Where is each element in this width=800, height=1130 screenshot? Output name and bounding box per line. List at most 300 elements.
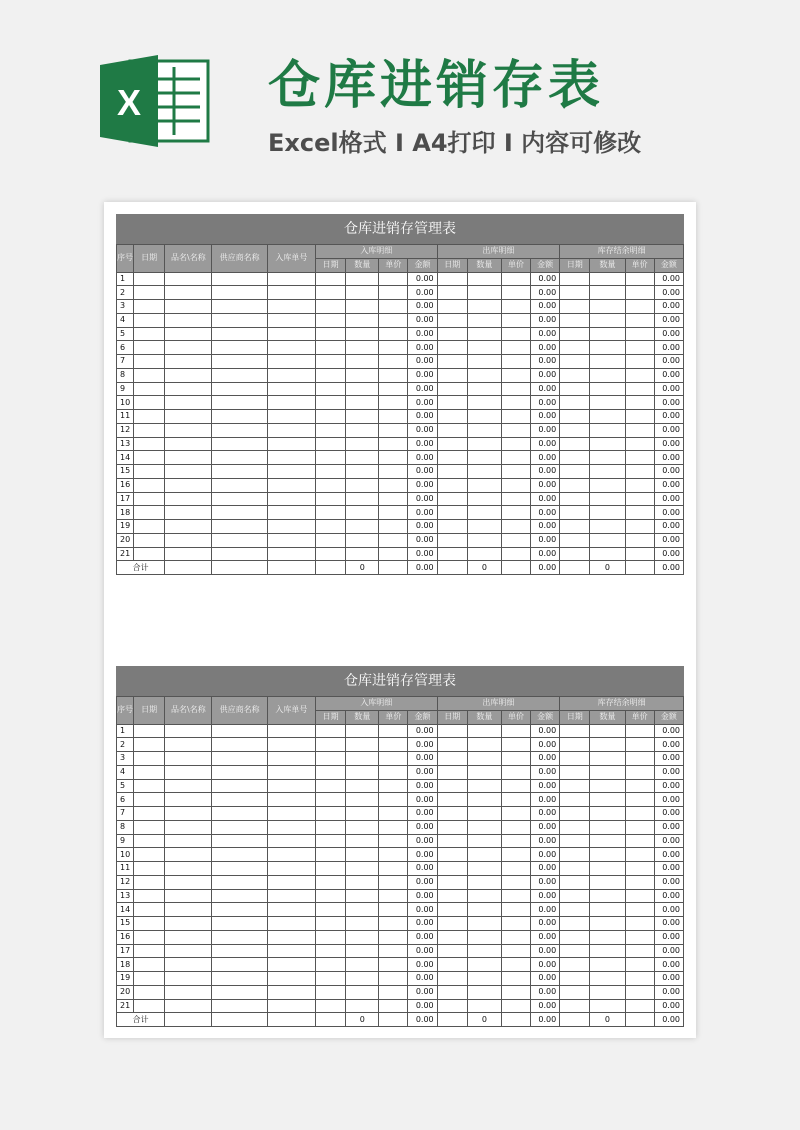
table-cell[interactable] bbox=[590, 355, 625, 369]
table-cell[interactable] bbox=[165, 561, 212, 575]
table-cell[interactable] bbox=[379, 410, 408, 424]
in-amount-cell[interactable]: 0.00 bbox=[408, 533, 437, 547]
table-cell[interactable] bbox=[379, 779, 408, 793]
table-cell[interactable] bbox=[590, 313, 625, 327]
stock-amount-cell[interactable]: 0.00 bbox=[654, 999, 683, 1013]
stock-amount-cell[interactable]: 0.00 bbox=[654, 903, 683, 917]
in-amount-cell[interactable]: 0.00 bbox=[408, 341, 437, 355]
table-cell[interactable] bbox=[437, 793, 467, 807]
stock-amount-cell[interactable]: 0.00 bbox=[654, 917, 683, 931]
table-cell[interactable] bbox=[560, 300, 590, 314]
table-cell[interactable] bbox=[267, 465, 315, 479]
out-amount-cell[interactable]: 0.00 bbox=[531, 793, 560, 807]
table-cell[interactable] bbox=[212, 985, 267, 999]
table-cell[interactable] bbox=[590, 793, 625, 807]
table-cell[interactable] bbox=[501, 985, 530, 999]
table-cell[interactable] bbox=[316, 944, 346, 958]
table-cell[interactable] bbox=[590, 492, 625, 506]
table-cell[interactable] bbox=[267, 724, 315, 738]
table-cell[interactable] bbox=[165, 547, 212, 561]
table-cell[interactable] bbox=[379, 478, 408, 492]
total-in-qty[interactable]: 0 bbox=[346, 561, 379, 575]
in-amount-cell[interactable]: 0.00 bbox=[408, 465, 437, 479]
in-amount-cell[interactable]: 0.00 bbox=[408, 972, 437, 986]
table-cell[interactable] bbox=[134, 930, 165, 944]
stock-amount-cell[interactable]: 0.00 bbox=[654, 875, 683, 889]
table-cell[interactable] bbox=[165, 451, 212, 465]
stock-amount-cell[interactable]: 0.00 bbox=[654, 547, 683, 561]
table-cell[interactable] bbox=[501, 724, 530, 738]
table-cell[interactable] bbox=[165, 862, 212, 876]
table-cell[interactable] bbox=[625, 999, 654, 1013]
table-cell[interactable] bbox=[501, 779, 530, 793]
table-cell[interactable] bbox=[560, 437, 590, 451]
out-amount-cell[interactable]: 0.00 bbox=[531, 738, 560, 752]
table-cell[interactable] bbox=[267, 355, 315, 369]
table-cell[interactable] bbox=[346, 793, 379, 807]
out-amount-cell[interactable]: 0.00 bbox=[531, 437, 560, 451]
table-cell[interactable] bbox=[560, 368, 590, 382]
out-amount-cell[interactable]: 0.00 bbox=[531, 341, 560, 355]
stock-amount-cell[interactable]: 0.00 bbox=[654, 341, 683, 355]
table-cell[interactable] bbox=[134, 999, 165, 1013]
table-cell[interactable] bbox=[134, 889, 165, 903]
table-cell[interactable] bbox=[379, 368, 408, 382]
table-cell[interactable] bbox=[134, 506, 165, 520]
table-cell[interactable] bbox=[560, 286, 590, 300]
table-cell[interactable] bbox=[560, 793, 590, 807]
table-cell[interactable] bbox=[379, 944, 408, 958]
table-cell[interactable] bbox=[625, 765, 654, 779]
table-cell[interactable] bbox=[625, 903, 654, 917]
table-cell[interactable] bbox=[379, 793, 408, 807]
table-cell[interactable] bbox=[346, 765, 379, 779]
table-cell[interactable] bbox=[346, 752, 379, 766]
table-cell[interactable] bbox=[379, 437, 408, 451]
table-cell[interactable] bbox=[212, 300, 267, 314]
total-out-amount[interactable]: 0.00 bbox=[531, 1013, 560, 1027]
table-cell[interactable] bbox=[134, 368, 165, 382]
table-cell[interactable] bbox=[590, 972, 625, 986]
table-cell[interactable] bbox=[165, 820, 212, 834]
table-cell[interactable] bbox=[501, 752, 530, 766]
table-cell[interactable] bbox=[437, 917, 467, 931]
table-cell[interactable] bbox=[267, 410, 315, 424]
table-cell[interactable] bbox=[437, 547, 467, 561]
table-cell[interactable] bbox=[590, 382, 625, 396]
in-amount-cell[interactable]: 0.00 bbox=[408, 793, 437, 807]
table-cell[interactable] bbox=[560, 327, 590, 341]
table-cell[interactable] bbox=[212, 820, 267, 834]
table-cell[interactable] bbox=[501, 930, 530, 944]
table-cell[interactable] bbox=[625, 368, 654, 382]
in-amount-cell[interactable]: 0.00 bbox=[408, 478, 437, 492]
in-amount-cell[interactable]: 0.00 bbox=[408, 958, 437, 972]
table-cell[interactable] bbox=[467, 765, 501, 779]
out-amount-cell[interactable]: 0.00 bbox=[531, 889, 560, 903]
table-cell[interactable] bbox=[467, 382, 501, 396]
table-cell[interactable] bbox=[212, 341, 267, 355]
table-cell[interactable] bbox=[134, 944, 165, 958]
table-cell[interactable] bbox=[560, 875, 590, 889]
table-cell[interactable] bbox=[501, 807, 530, 821]
table-cell[interactable] bbox=[134, 875, 165, 889]
table-cell[interactable] bbox=[437, 300, 467, 314]
table-cell[interactable] bbox=[267, 793, 315, 807]
table-cell[interactable] bbox=[346, 999, 379, 1013]
table-cell[interactable] bbox=[467, 506, 501, 520]
table-cell[interactable] bbox=[560, 972, 590, 986]
out-amount-cell[interactable]: 0.00 bbox=[531, 834, 560, 848]
table-cell[interactable] bbox=[625, 327, 654, 341]
table-cell[interactable] bbox=[134, 272, 165, 286]
out-amount-cell[interactable]: 0.00 bbox=[531, 930, 560, 944]
table-cell[interactable] bbox=[590, 506, 625, 520]
total-in-qty[interactable]: 0 bbox=[346, 1013, 379, 1027]
table-cell[interactable] bbox=[212, 958, 267, 972]
table-cell[interactable] bbox=[316, 423, 346, 437]
table-cell[interactable] bbox=[316, 410, 346, 424]
table-cell[interactable] bbox=[134, 437, 165, 451]
table-cell[interactable] bbox=[560, 958, 590, 972]
out-amount-cell[interactable]: 0.00 bbox=[531, 286, 560, 300]
stock-amount-cell[interactable]: 0.00 bbox=[654, 286, 683, 300]
table-cell[interactable] bbox=[165, 765, 212, 779]
table-cell[interactable] bbox=[379, 820, 408, 834]
table-cell[interactable] bbox=[316, 834, 346, 848]
table-cell[interactable] bbox=[560, 492, 590, 506]
table-cell[interactable] bbox=[379, 506, 408, 520]
out-amount-cell[interactable]: 0.00 bbox=[531, 451, 560, 465]
table-cell[interactable] bbox=[560, 985, 590, 999]
table-cell[interactable] bbox=[212, 492, 267, 506]
table-cell[interactable] bbox=[165, 300, 212, 314]
table-cell[interactable] bbox=[467, 875, 501, 889]
table-cell[interactable] bbox=[437, 834, 467, 848]
table-cell[interactable] bbox=[346, 300, 379, 314]
table-cell[interactable] bbox=[267, 958, 315, 972]
table-cell[interactable] bbox=[316, 903, 346, 917]
table-cell[interactable] bbox=[267, 985, 315, 999]
in-amount-cell[interactable]: 0.00 bbox=[408, 451, 437, 465]
table-cell[interactable] bbox=[590, 547, 625, 561]
table-cell[interactable] bbox=[212, 272, 267, 286]
table-cell[interactable] bbox=[437, 341, 467, 355]
table-cell[interactable] bbox=[267, 807, 315, 821]
table-cell[interactable] bbox=[346, 286, 379, 300]
table-cell[interactable] bbox=[212, 944, 267, 958]
table-cell[interactable] bbox=[379, 286, 408, 300]
table-cell[interactable] bbox=[625, 396, 654, 410]
table-cell[interactable] bbox=[316, 533, 346, 547]
stock-amount-cell[interactable]: 0.00 bbox=[654, 958, 683, 972]
table-cell[interactable] bbox=[437, 807, 467, 821]
out-amount-cell[interactable]: 0.00 bbox=[531, 972, 560, 986]
table-cell[interactable] bbox=[590, 410, 625, 424]
total-stock-qty[interactable]: 0 bbox=[590, 1013, 625, 1027]
table-cell[interactable] bbox=[625, 958, 654, 972]
table-cell[interactable] bbox=[165, 903, 212, 917]
table-cell[interactable] bbox=[501, 999, 530, 1013]
table-cell[interactable] bbox=[437, 930, 467, 944]
table-cell[interactable] bbox=[437, 958, 467, 972]
table-cell[interactable] bbox=[134, 958, 165, 972]
table-cell[interactable] bbox=[267, 286, 315, 300]
table-cell[interactable] bbox=[212, 752, 267, 766]
out-amount-cell[interactable]: 0.00 bbox=[531, 724, 560, 738]
table-cell[interactable] bbox=[212, 286, 267, 300]
total-stock-amount[interactable]: 0.00 bbox=[654, 561, 683, 575]
table-cell[interactable] bbox=[379, 327, 408, 341]
stock-amount-cell[interactable]: 0.00 bbox=[654, 889, 683, 903]
table-cell[interactable] bbox=[379, 738, 408, 752]
table-cell[interactable] bbox=[379, 341, 408, 355]
table-cell[interactable] bbox=[267, 972, 315, 986]
table-cell[interactable] bbox=[316, 862, 346, 876]
table-cell[interactable] bbox=[346, 848, 379, 862]
table-cell[interactable] bbox=[165, 807, 212, 821]
table-cell[interactable] bbox=[165, 382, 212, 396]
table-cell[interactable] bbox=[346, 396, 379, 410]
table-cell[interactable] bbox=[212, 561, 267, 575]
table-cell[interactable] bbox=[267, 820, 315, 834]
table-cell[interactable] bbox=[267, 300, 315, 314]
table-cell[interactable] bbox=[346, 492, 379, 506]
table-cell[interactable] bbox=[212, 1013, 267, 1027]
table-cell[interactable] bbox=[134, 286, 165, 300]
table-cell[interactable] bbox=[267, 738, 315, 752]
table-cell[interactable] bbox=[501, 738, 530, 752]
table-cell[interactable] bbox=[467, 368, 501, 382]
table-cell[interactable] bbox=[134, 738, 165, 752]
table-cell[interactable] bbox=[379, 862, 408, 876]
table-cell[interactable] bbox=[560, 423, 590, 437]
table-cell[interactable] bbox=[316, 451, 346, 465]
table-cell[interactable] bbox=[212, 793, 267, 807]
table-cell[interactable] bbox=[165, 286, 212, 300]
table-cell[interactable] bbox=[212, 327, 267, 341]
table-cell[interactable] bbox=[501, 903, 530, 917]
stock-amount-cell[interactable]: 0.00 bbox=[654, 862, 683, 876]
table-cell[interactable] bbox=[346, 903, 379, 917]
table-cell[interactable] bbox=[625, 752, 654, 766]
table-cell[interactable] bbox=[165, 999, 212, 1013]
table-cell[interactable] bbox=[590, 889, 625, 903]
table-cell[interactable] bbox=[625, 834, 654, 848]
table-cell[interactable] bbox=[316, 738, 346, 752]
table-cell[interactable] bbox=[437, 272, 467, 286]
table-cell[interactable] bbox=[625, 478, 654, 492]
out-amount-cell[interactable]: 0.00 bbox=[531, 820, 560, 834]
table-cell[interactable] bbox=[560, 533, 590, 547]
table-cell[interactable] bbox=[467, 889, 501, 903]
table-cell[interactable] bbox=[590, 520, 625, 534]
table-cell[interactable] bbox=[590, 875, 625, 889]
table-cell[interactable] bbox=[467, 848, 501, 862]
table-cell[interactable] bbox=[501, 410, 530, 424]
table-cell[interactable] bbox=[379, 834, 408, 848]
table-cell[interactable] bbox=[316, 779, 346, 793]
table-cell[interactable] bbox=[625, 561, 654, 575]
in-amount-cell[interactable]: 0.00 bbox=[408, 423, 437, 437]
out-amount-cell[interactable]: 0.00 bbox=[531, 478, 560, 492]
table-cell[interactable] bbox=[560, 862, 590, 876]
table-cell[interactable] bbox=[590, 437, 625, 451]
table-cell[interactable] bbox=[379, 724, 408, 738]
table-cell[interactable] bbox=[165, 506, 212, 520]
table-cell[interactable] bbox=[467, 862, 501, 876]
table-cell[interactable] bbox=[346, 327, 379, 341]
table-cell[interactable] bbox=[625, 382, 654, 396]
table-cell[interactable] bbox=[316, 930, 346, 944]
table-cell[interactable] bbox=[212, 889, 267, 903]
table-cell[interactable] bbox=[212, 410, 267, 424]
table-cell[interactable] bbox=[346, 547, 379, 561]
out-amount-cell[interactable]: 0.00 bbox=[531, 423, 560, 437]
table-cell[interactable] bbox=[134, 917, 165, 931]
table-cell[interactable] bbox=[467, 300, 501, 314]
table-cell[interactable] bbox=[467, 903, 501, 917]
table-cell[interactable] bbox=[590, 917, 625, 931]
table-cell[interactable] bbox=[437, 506, 467, 520]
table-cell[interactable] bbox=[346, 875, 379, 889]
table-cell[interactable] bbox=[379, 451, 408, 465]
table-cell[interactable] bbox=[165, 1013, 212, 1027]
table-cell[interactable] bbox=[165, 368, 212, 382]
table-cell[interactable] bbox=[590, 834, 625, 848]
table-cell[interactable] bbox=[590, 752, 625, 766]
table-cell[interactable] bbox=[625, 779, 654, 793]
table-cell[interactable] bbox=[625, 547, 654, 561]
total-stock-qty[interactable]: 0 bbox=[590, 561, 625, 575]
in-amount-cell[interactable]: 0.00 bbox=[408, 327, 437, 341]
stock-amount-cell[interactable]: 0.00 bbox=[654, 724, 683, 738]
table-cell[interactable] bbox=[590, 724, 625, 738]
in-amount-cell[interactable]: 0.00 bbox=[408, 889, 437, 903]
stock-amount-cell[interactable]: 0.00 bbox=[654, 533, 683, 547]
table-cell[interactable] bbox=[437, 382, 467, 396]
table-cell[interactable] bbox=[165, 944, 212, 958]
table-cell[interactable] bbox=[165, 985, 212, 999]
table-cell[interactable] bbox=[316, 917, 346, 931]
table-cell[interactable] bbox=[467, 286, 501, 300]
table-cell[interactable] bbox=[467, 547, 501, 561]
table-cell[interactable] bbox=[165, 341, 212, 355]
stock-amount-cell[interactable]: 0.00 bbox=[654, 944, 683, 958]
table-cell[interactable] bbox=[625, 286, 654, 300]
table-cell[interactable] bbox=[467, 355, 501, 369]
table-cell[interactable] bbox=[467, 985, 501, 999]
table-cell[interactable] bbox=[316, 958, 346, 972]
out-amount-cell[interactable]: 0.00 bbox=[531, 752, 560, 766]
table-cell[interactable] bbox=[590, 368, 625, 382]
table-cell[interactable] bbox=[212, 478, 267, 492]
table-cell[interactable] bbox=[501, 820, 530, 834]
stock-amount-cell[interactable]: 0.00 bbox=[654, 478, 683, 492]
stock-amount-cell[interactable]: 0.00 bbox=[654, 765, 683, 779]
table-cell[interactable] bbox=[267, 327, 315, 341]
table-cell[interactable] bbox=[437, 848, 467, 862]
in-amount-cell[interactable]: 0.00 bbox=[408, 410, 437, 424]
table-cell[interactable] bbox=[560, 520, 590, 534]
table-cell[interactable] bbox=[165, 327, 212, 341]
table-cell[interactable] bbox=[560, 341, 590, 355]
table-cell[interactable] bbox=[316, 793, 346, 807]
table-cell[interactable] bbox=[212, 423, 267, 437]
stock-amount-cell[interactable]: 0.00 bbox=[654, 985, 683, 999]
out-amount-cell[interactable]: 0.00 bbox=[531, 917, 560, 931]
table-cell[interactable] bbox=[590, 807, 625, 821]
table-cell[interactable] bbox=[267, 520, 315, 534]
out-amount-cell[interactable]: 0.00 bbox=[531, 848, 560, 862]
table-cell[interactable] bbox=[134, 410, 165, 424]
table-cell[interactable] bbox=[212, 765, 267, 779]
table-cell[interactable] bbox=[560, 752, 590, 766]
table-cell[interactable] bbox=[212, 520, 267, 534]
table-cell[interactable] bbox=[379, 752, 408, 766]
table-cell[interactable] bbox=[316, 820, 346, 834]
out-amount-cell[interactable]: 0.00 bbox=[531, 958, 560, 972]
in-amount-cell[interactable]: 0.00 bbox=[408, 368, 437, 382]
out-amount-cell[interactable]: 0.00 bbox=[531, 875, 560, 889]
table-cell[interactable] bbox=[625, 985, 654, 999]
table-cell[interactable] bbox=[267, 492, 315, 506]
table-cell[interactable] bbox=[212, 807, 267, 821]
table-cell[interactable] bbox=[560, 999, 590, 1013]
table-cell[interactable] bbox=[379, 382, 408, 396]
table-cell[interactable] bbox=[212, 848, 267, 862]
table-cell[interactable] bbox=[560, 355, 590, 369]
table-cell[interactable] bbox=[467, 327, 501, 341]
table-cell[interactable] bbox=[267, 506, 315, 520]
table-cell[interactable] bbox=[379, 875, 408, 889]
table-cell[interactable] bbox=[134, 492, 165, 506]
table-cell[interactable] bbox=[165, 779, 212, 793]
table-cell[interactable] bbox=[134, 807, 165, 821]
table-cell[interactable] bbox=[467, 972, 501, 986]
table-cell[interactable] bbox=[501, 793, 530, 807]
table-cell[interactable] bbox=[625, 793, 654, 807]
table-cell[interactable] bbox=[625, 533, 654, 547]
table-cell[interactable] bbox=[267, 944, 315, 958]
table-cell[interactable] bbox=[134, 423, 165, 437]
stock-amount-cell[interactable]: 0.00 bbox=[654, 820, 683, 834]
table-cell[interactable] bbox=[467, 930, 501, 944]
table-cell[interactable] bbox=[346, 368, 379, 382]
table-cell[interactable] bbox=[267, 903, 315, 917]
table-cell[interactable] bbox=[346, 738, 379, 752]
table-cell[interactable] bbox=[316, 520, 346, 534]
table-cell[interactable] bbox=[625, 437, 654, 451]
in-amount-cell[interactable]: 0.00 bbox=[408, 506, 437, 520]
table-cell[interactable] bbox=[316, 547, 346, 561]
out-amount-cell[interactable]: 0.00 bbox=[531, 327, 560, 341]
table-cell[interactable] bbox=[134, 355, 165, 369]
table-cell[interactable] bbox=[165, 958, 212, 972]
table-cell[interactable] bbox=[316, 506, 346, 520]
total-out-qty[interactable]: 0 bbox=[467, 1013, 501, 1027]
in-amount-cell[interactable]: 0.00 bbox=[408, 738, 437, 752]
table-cell[interactable] bbox=[501, 506, 530, 520]
table-cell[interactable] bbox=[501, 300, 530, 314]
table-cell[interactable] bbox=[501, 848, 530, 862]
table-cell[interactable] bbox=[501, 492, 530, 506]
out-amount-cell[interactable]: 0.00 bbox=[531, 520, 560, 534]
table-cell[interactable] bbox=[267, 917, 315, 931]
table-cell[interactable] bbox=[316, 272, 346, 286]
table-cell[interactable] bbox=[316, 286, 346, 300]
table-cell[interactable] bbox=[467, 793, 501, 807]
